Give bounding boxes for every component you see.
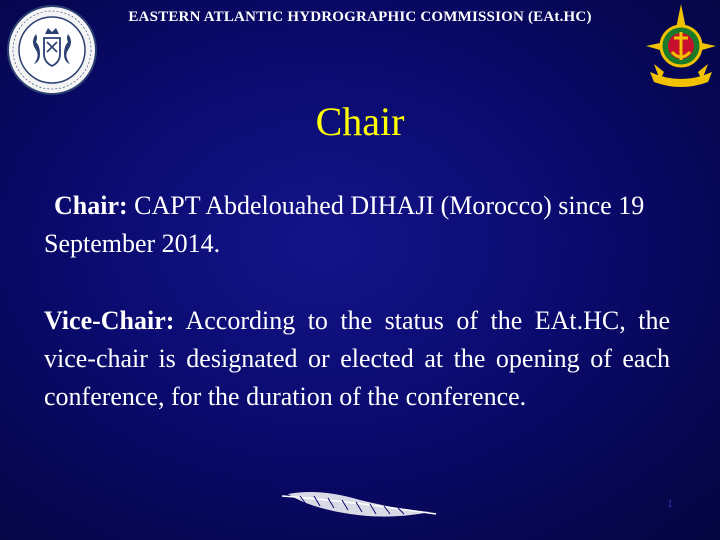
page-number: 1 bbox=[667, 496, 673, 510]
vice-chair-label: Vice-Chair: bbox=[44, 306, 175, 335]
slide-title: Chair bbox=[315, 99, 405, 144]
iho-emblem-icon bbox=[644, 2, 718, 92]
commission-seal-icon bbox=[6, 4, 98, 96]
vice-chair-text: According to the status of the EAt.HC, the vice-chair is designated or elected at the opening of each conference, for the duration of the conference. bbox=[44, 306, 670, 411]
chair-paragraph bbox=[44, 187, 670, 263]
chair-label: Chair: bbox=[54, 191, 128, 220]
feather-icon bbox=[280, 490, 440, 522]
chair-text: CAPT Abdelouahed DIHAJI (Morocco) since 19 September 2014. bbox=[44, 191, 645, 258]
vice-chair-paragraph bbox=[44, 302, 670, 416]
header-title: EASTERN ATLANTIC HYDROGRAPHIC COMMISSION (EAt.HC) bbox=[128, 9, 592, 25]
